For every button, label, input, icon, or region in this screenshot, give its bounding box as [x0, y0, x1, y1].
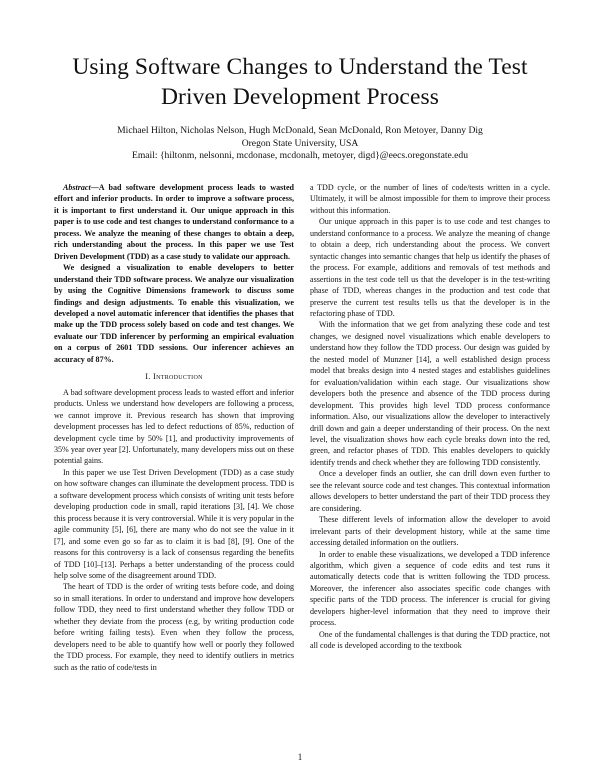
- intro-paragraph-1: A bad software development process leads to wasted effort and inferior products. Unless we understand how developers are following a process, we cannot improve it. Previous research has shown that improving development processes has led to defect reductions of 85%, reduction of development cycle time by 50% [1], and productivity improvements of 35% year over year [2]. Unfortunately, many developers miss out on these potential gains.: [54, 387, 294, 466]
- page-number: 1: [297, 752, 303, 762]
- title-line-2: Driven Development Process: [160, 84, 439, 110]
- abstract-paragraph-1: [54, 182, 294, 262]
- right-paragraph-5: In order to enable these visualizations, we developed a TDD inference algorithm, which given a sequence of code edits and test runs it automatically detects code that is written following the TDD process. Moreover, the inferencer also associates specific code changes with specific parts of the TDD process. The inferencer is crucial for giving developers higher-level information that they need to improve their process.: [310, 549, 550, 628]
- abstract-paragraph-2: We designed a visualization to enable developers to better understand their TDD software process. We analyze our visualization by using the Cognitive Dimensions framework to discuss some findings and design adjustments. To enable this visualization, we developed a novel automatic inferencer that identifies the phases that make up the TDD process solely based on code and test changes. We evaluate our TDD inferencer by performing an empirical evaluation on a corpus of 2601 TDD sessions. Our inferencer achieves an accuracy of 87%.: [54, 263, 294, 364]
- author-names: Michael Hilton, Nicholas Nelson, Hugh McDonald, Sean McDonald, Ron Metoyer, Danny Dig: [117, 125, 483, 136]
- right-paragraph-2: With the information that we get from analyzing these code and test changes, we designed novel visualizations which enable developers to understand how they follow the TDD process. Our design was guided by the nested model of Munzner [14], a well established design process model that breaks design into 4 nested stages and establishes guidelines for evaluation/validation within each stage. Our visualizations show developers both the presence and absence of the TDD process during development. This provides high level TDD process conformance information. Also, our visualizations allow the developer to interactively drill down and gain a deeper understanding of their process. On the next level, the visualization shows how each cycle breaks down into the red, green, and refactor phases of TDD. This enables developers to quickly identify trends and check whether they are following TDD consistently.: [310, 320, 550, 467]
- abstract-label: Abstract: [63, 183, 91, 192]
- right-paragraph-6: One of the fundamental challenges is that during the TDD practice, not all code is developed according to the textbook: [310, 629, 550, 651]
- right-column: [310, 182, 550, 652]
- author-block: [30, 125, 570, 163]
- section-title: Introduction: [153, 372, 203, 382]
- intro-paragraph-3: The heart of TDD is the order of writing tests before code, and doing so in small iterations. In order to understand and improve how developers follow TDD, they need to first understand whether they follow TDD or whether they deviate from the process (e.g, by writing production code before writing failing tests). Even when they follow the process, developers need to be able to quantify how well or poorly they followed the TDD process. For example, they need to identify outliers in metrics such as the ratio of code/tests in: [54, 582, 294, 672]
- author-emails: Email: {hiltonm, nelsonni, mcdonase, mcdonalh, metoyer, digd}@eecs.oregonstate.edu: [131, 150, 469, 162]
- section-number: I.: [145, 372, 151, 382]
- section-heading-introduction: [54, 371, 294, 382]
- paper-title: [40, 52, 560, 112]
- right-paragraph-4: These different levels of information allow the developer to avoid irrelevant parts of their development history, while at the same time accessing detailed information on the outliers.: [310, 515, 550, 548]
- intro-paragraph-2: In this paper we use Test Driven Development (TDD) as a case study on how software changes can illuminate the development process. TDD is a software development process which consists of writing unit tests before developing production code in small, rapid iterations [3], [4]. We chose this process because it is very controversial. While it is very popular in the agile community [5], [6], there are many who do not see the value in it [7], and some even go so far as to claim it is bad [8], [9]. One of the reasons for this controversy is a lack of consensus regarding the benefits of TDD [10]–[13]. Perhaps a better understanding of the process could help solve some of the disagreement around TDD.: [54, 467, 294, 580]
- abstract: [54, 182, 294, 365]
- abstract-text-1: —A bad software development process leads to wasted effort and inferior products. In order to improve a software process, it is important to first understand it. Our unique approach in this paper is to use code and test changes to understand conformance to a process. We analyze the meaning of these changes to obtain a deep, rich understanding about the process. In this paper we use Test Driven Development (TDD) as a case study to validate our approach.: [54, 183, 294, 261]
- left-column: [54, 182, 294, 673]
- right-paragraph-1: Our unique approach in this paper is to use code and test changes to understand conformance to a process. We analyze the meaning of change to obtain a deep, rich understanding about the process. We convert syntactic changes into semantic changes that help us identify the phases of the process. For example, additions and removals of test methods and assertions in the test code tell us that the developer is in the test-writing phase of TDD, whereas changes in the production and test code that preserve the current test results tells us that the developer is in the refactoring phase of TDD.: [310, 217, 550, 318]
- right-paragraph-continued: a TDD cycle, or the number of lines of code/tests written in a cycle. Ultimately, it will be almost impossible for them to improve their process without this information.: [310, 183, 550, 215]
- title-line-1: Using Software Changes to Understand the Test: [72, 54, 528, 80]
- right-paragraph-3: Once a developer finds an outlier, she can drill down even further to see the relevant source code and test changes. This contextual information allows developers to better understand the part of their TDD process they are considering.: [310, 469, 550, 513]
- author-affiliation: Oregon State University, USA: [241, 137, 359, 149]
